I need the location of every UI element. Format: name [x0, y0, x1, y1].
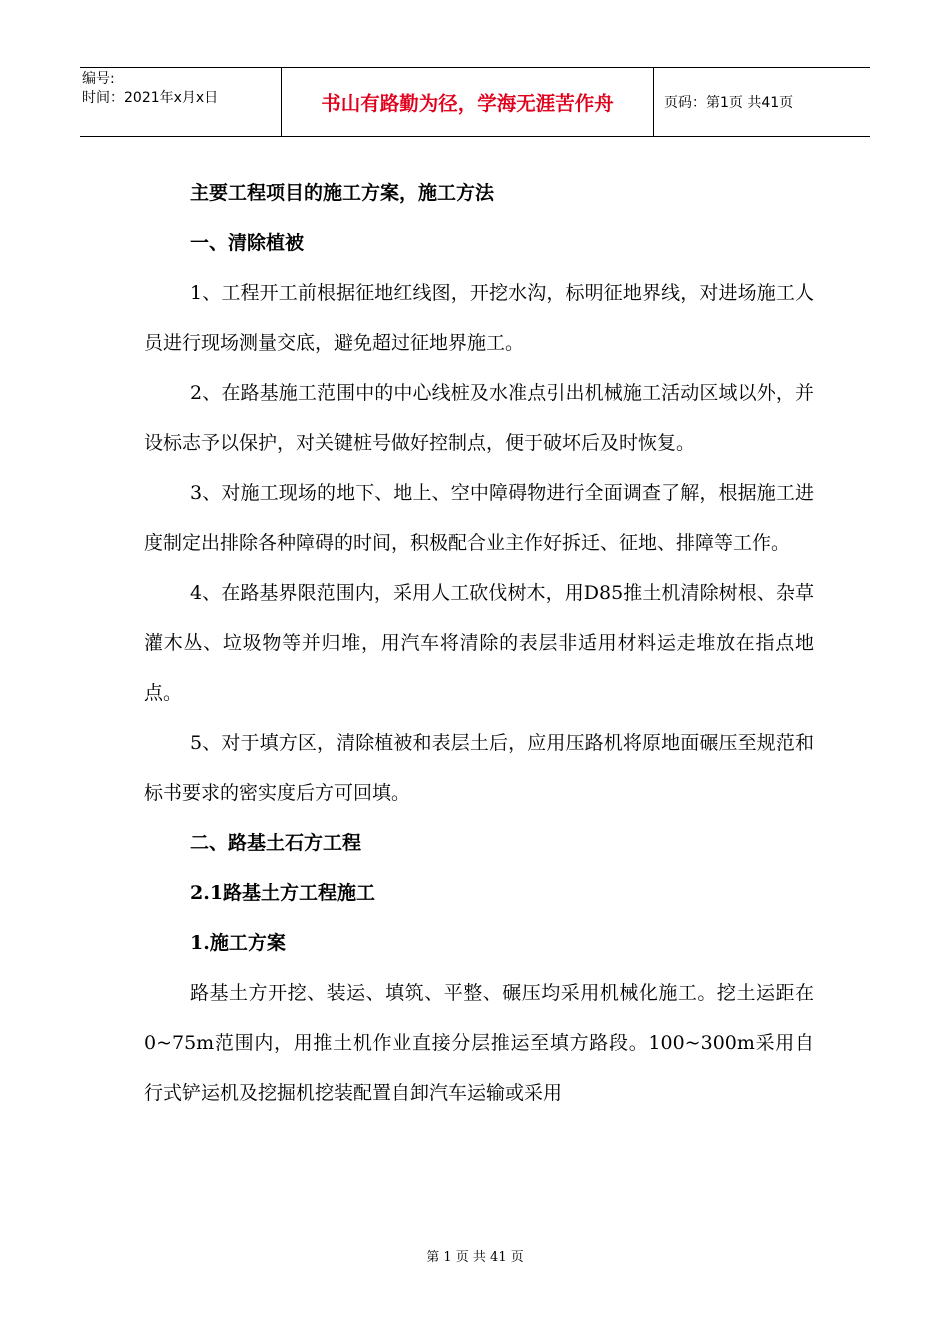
page-header: [80, 67, 870, 137]
paragraph-1-2: 2、在路基施工范围中的中心线桩及水准点引出机械施工活动区域以外，并设标志予以保护，对关键桩号做好控制点，便于破坏后及时恢复。: [144, 382, 814, 454]
paragraph-2-1: 路基土方开挖、装运、填筑、平整、碾压均采用机械化施工。挖土运距在0~75m范围内，用推土机作业直接分层推运至填方路段。100~300m采用自行式铲运机及挖掘机挖装配置自卸汽车运输或采用: [144, 982, 814, 1104]
page-footer: 第 1 页 共 41 页: [426, 1250, 524, 1265]
section-heading-2: 二、路基土石方工程: [190, 832, 362, 854]
header-meta: [80, 68, 282, 136]
paragraph-1-1: 1、工程开工前根据征地红线图，开挖水沟，标明征地界线，对进场施工人员进行现场测量交底，避免超过征地界施工。: [144, 282, 814, 354]
document-body: [144, 168, 814, 1118]
subsection-heading-construction-plan: 1.施工方案: [190, 932, 286, 954]
document-number-label: 编号:: [82, 71, 115, 87]
header-motto: 书山有路勤为径，学海无涯苦作舟: [282, 68, 654, 136]
section-heading-1: 一、清除植被: [190, 232, 305, 254]
document-title: 主要工程项目的施工方案，施工方法: [190, 182, 495, 204]
paragraph-1-4: 4、在路基界限范围内，采用人工砍伐树木，用D85推土机清除树根、杂草灌木丛、垃圾物等并归堆，用汽车将清除的表层非适用材料运走堆放在指点地点。: [144, 582, 814, 704]
paragraph-1-3: 3、对施工现场的地下、地上、空中障碍物进行全面调查了解，根据施工进度制定出排除各种障碍的时间，积极配合业主作好拆迁、征地、排障等工作。: [144, 482, 814, 554]
document-date: 时间：2021年x月x日: [82, 90, 219, 106]
paragraph-1-5: 5、对于填方区，清除植被和表层土后，应用压路机将原地面碾压至规范和标书要求的密实度后方可回填。: [144, 732, 814, 804]
header-page-info: 页码：第1页 共41页: [664, 95, 794, 111]
subsection-heading-2-1: 2.1路基土方工程施工: [190, 882, 376, 904]
